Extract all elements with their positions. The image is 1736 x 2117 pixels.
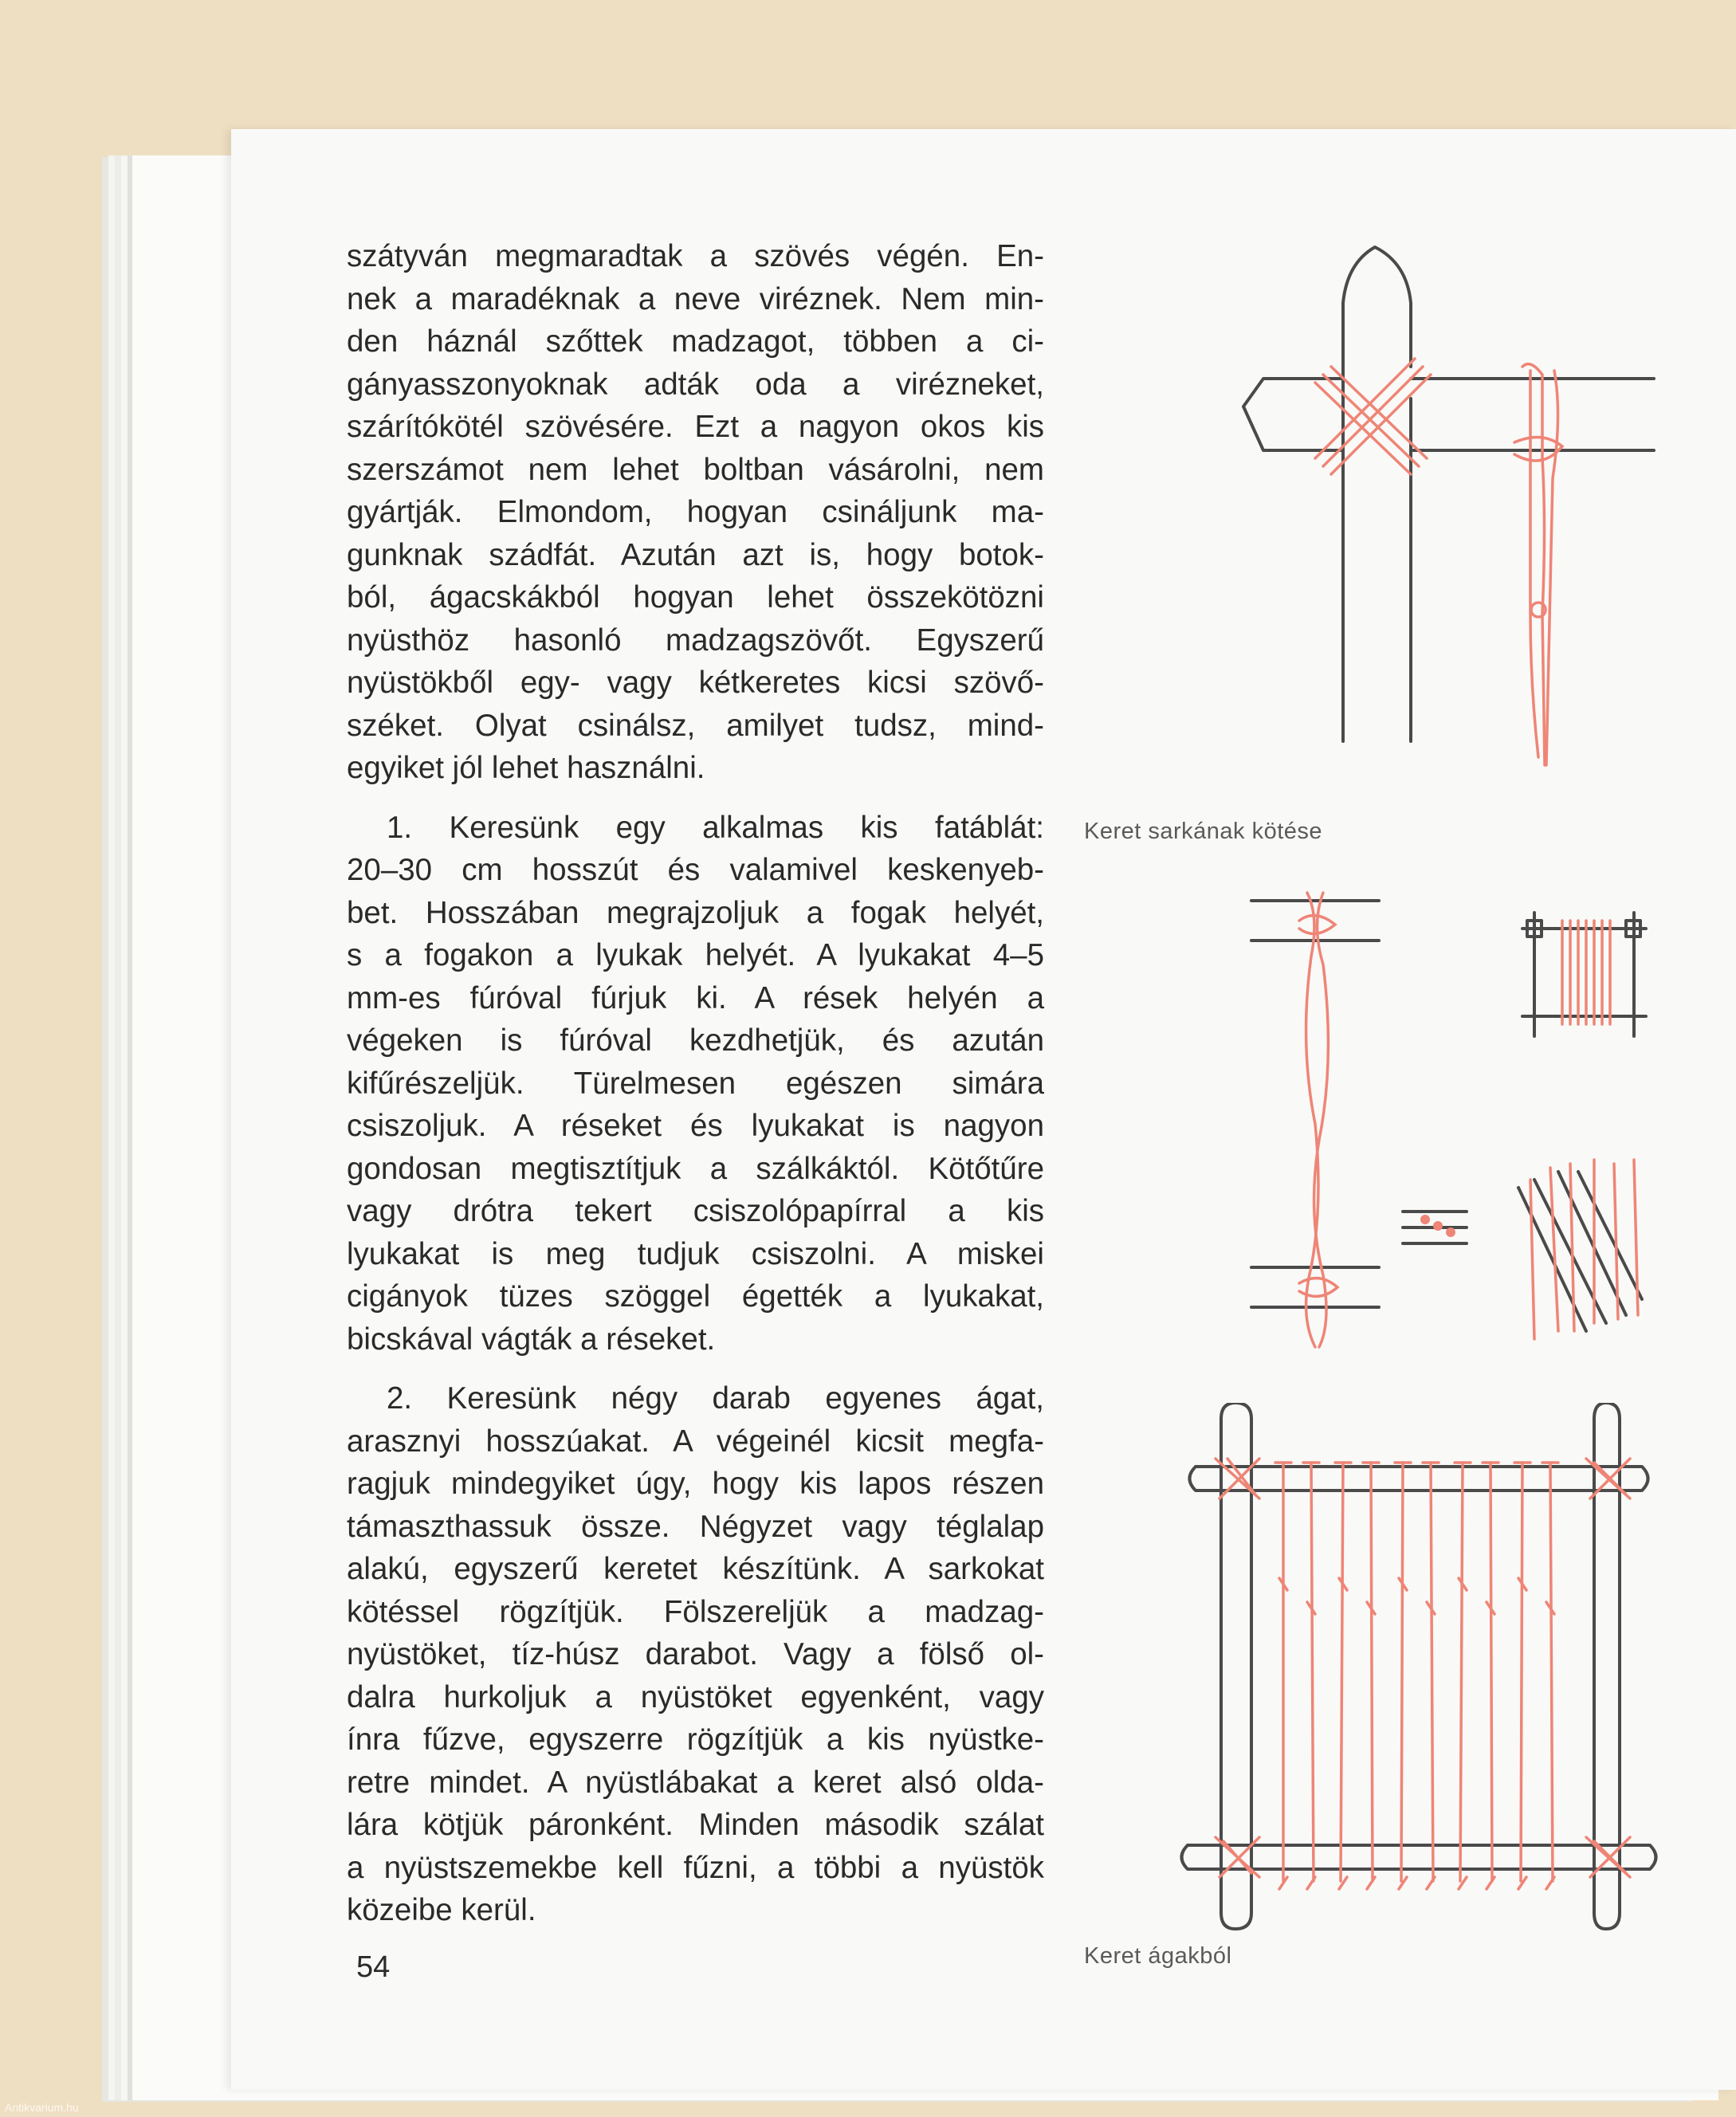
text-line: dalra hurkoljuk a nyüstöket egyenként, vagy [347,1679,1044,1714]
text-line: lyukakat is meg tudjuk csiszolni. A miskei [347,1236,1044,1271]
text-line: támaszthassuk össze. Négyzet vagy téglalap [347,1509,1044,1544]
text-line: végeken is fúróval kezdhetjük, és azután [347,1023,1044,1058]
text-line: cigányok tüzes szöggel égették a lyukakat, [347,1279,1044,1314]
text-line: 20–30 cm hosszút és valamivel keskenyeb- [347,853,1044,887]
text-line: bicskával vágták a réseket. [347,1322,716,1357]
text-line: gondosan megtisztítjuk a szálkáktól. Kötőtűre [347,1151,1044,1186]
paragraph-2 [347,807,1044,1361]
text-line: gunknak szádfát. Azután azt is, hogy botok- [347,537,1044,572]
branch-frame-illustration [1172,1403,1674,1945]
text-line: gányasszonyoknak adták oda a virézneket, [347,367,1044,402]
paragraph-1 [347,235,1044,790]
text-line: nyüstökből egy- vagy kétkeretes kicsi szövő- [347,666,1044,700]
watermark: Antikvarium.hu [5,2101,79,2114]
text-line: den háznál szőttek madzagot, többen a ci- [347,324,1044,359]
text-line: nyüsthöz hasonló madzagszövőt. Egyszerű [347,623,1044,658]
text-line: s a fogakon a lyukak helyét. A lyukakat 4–5 [347,938,1044,972]
text-line: kötéssel rögzítjük. Fölszereljük a madzag- [347,1594,1044,1629]
text-line: ból, ágacskákból hogyan lehet összekötözni [347,580,1044,615]
heddle-details-illustration [1243,885,1658,1355]
text-line: bet. Hosszában megrajzoljuk a fogak helyét, [347,895,1044,930]
text-line: kifűrészeljük. Türelmesen egészen simára [347,1066,1044,1101]
text-line: gyártják. Elmondom, hogyan csináljunk ma- [347,495,1044,529]
text-line: arasznyi hosszúakat. A végeinél kicsit megfa- [347,1424,1044,1459]
text-line: széket. Olyat csinálsz, amilyet tudsz, mind- [347,708,1044,743]
text-line: egyiket jól lehet használni. [347,751,705,785]
text-line: közeibe kerül. [347,1893,536,1927]
text-line: retre mindet. A nyüstlábakat a keret alsó olda- [347,1765,1044,1800]
caption-corner-binding: Keret sarkának kötése [1084,819,1323,844]
text-line: alakú, egyszerű keretet készítünk. A sarkokat [347,1552,1044,1586]
corner-binding-illustration [1227,239,1674,781]
text-line: ínra fűzve, egyszerre rögzítjük a kis nyüstke- [347,1722,1044,1757]
text-line: 2. Keresünk négy darab egyenes ágat, [387,1381,1044,1416]
page-number: 54 [356,1950,391,1984]
caption-branch-frame: Keret ágakból [1084,1943,1232,1969]
text-line: lára kötjük páronként. Minden második szálat [347,1808,1044,1842]
text-line: mm-es fúróval fúrjuk ki. A rések helyén a [347,980,1044,1015]
text-line: ragjuk mindegyiket úgy, hogy kis lapos részen [347,1467,1044,1501]
text-line: 1. Keresünk egy alkalmas kis fatáblát: [387,810,1044,845]
paragraph-3 [347,1377,1044,1932]
text-line: szárítókötél szövésére. Ezt a nagyon okos kis [347,410,1044,444]
text-line: nyüstöket, tíz-húsz darabot. Vagy a fölső ol- [347,1637,1044,1671]
text-line: nek a maradéknak a neve viréznek. Nem min- [347,281,1044,316]
text-line: csiszoljuk. A réseket és lyukakat is nagyon [347,1109,1044,1143]
text-line: szerszámot nem lehet boltban vásárolni, nem [347,452,1044,487]
text-line: a nyüstszemekbe kell fűzni, a többi a nyüstök [347,1850,1044,1885]
text-line: vagy drótra tekert csiszolópapírral a kis [347,1194,1044,1228]
text-line: szátyván megmaradtak a szövés végén. En- [347,239,1044,273]
text-column [347,235,1044,1949]
